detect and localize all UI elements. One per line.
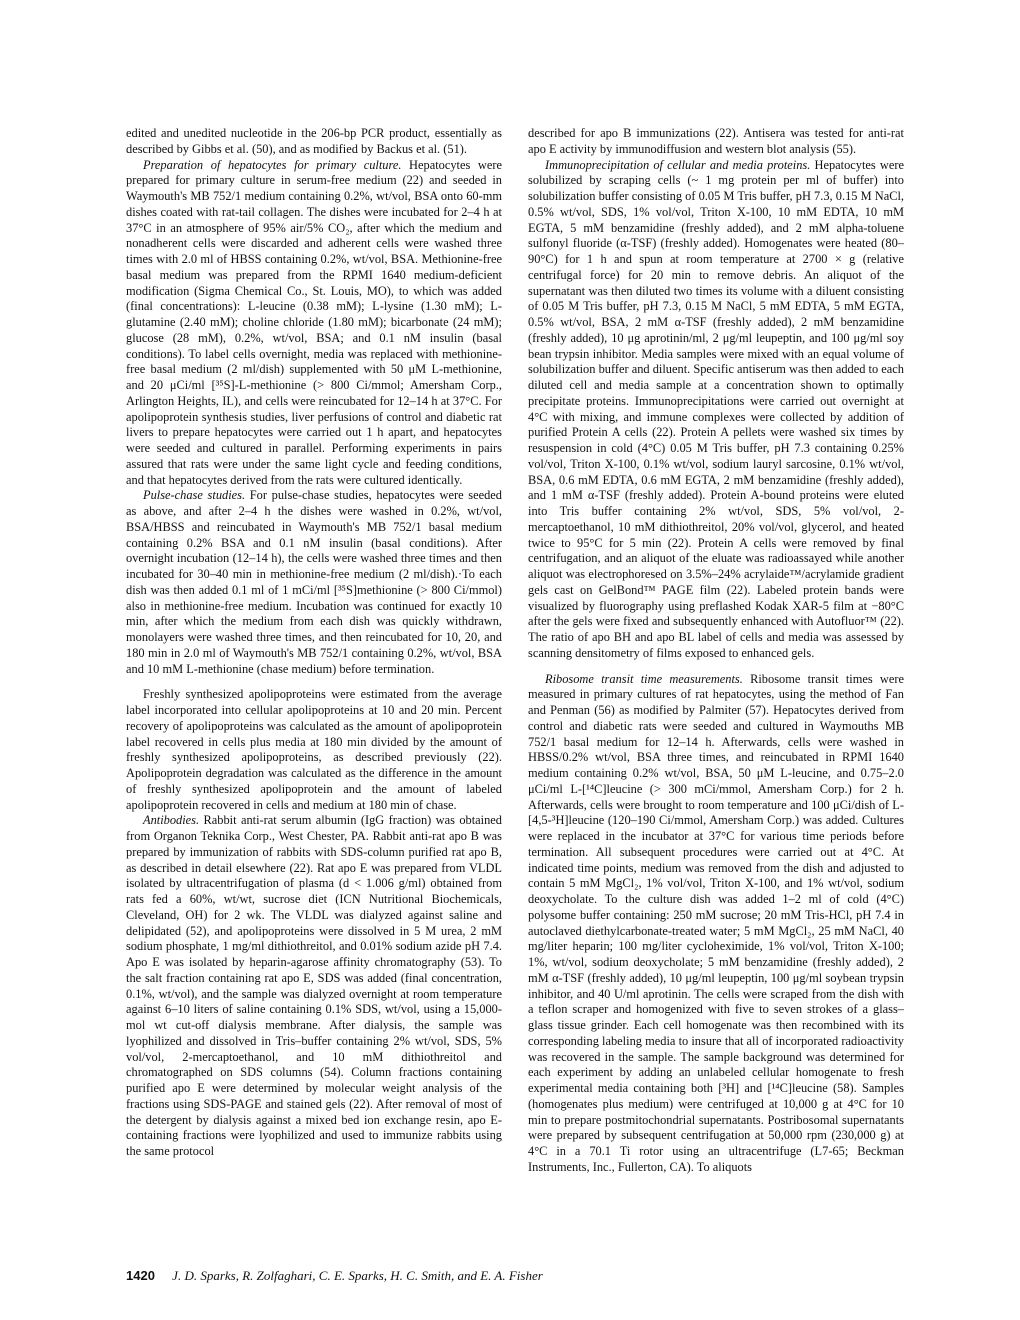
paragraph [126,813,502,1160]
paragraph [126,158,502,489]
paragraph-text: Hepatocytes were solubilized by scraping cells (~ 1 mg protein per ml of buffer) into solubilization buffer consisting of 0.05 M Tris buffer, pH 7.3, 0.15 M NaCl, 0.5% wt/vol, SDS, 1% vol/vol, Triton X-100, 10 mM EDTA, 10 mM EGTA, 5 mM benzamidine (freshly added), and 2 mM alpha-toluene sulfonyl fluoride (α-TSF) (freshly added). Homogenates were heated (80–90°C) for 1 h and spun at room temperature at 2700 × g (relative centrifugal force) for 20 min to remove debris. An aliquot of the supernatant was then diluted two times its volume with a diluent consisting of 0.05 M Tris buffer, pH 7.3, 0.15 M NaCl, 5 mM EDTA, 5 mM EGTA, 0.5% wt/vol, BSA, 2 mM α-TSF (freshly added), 2 mM benzamidine (freshly added), 10 μg aprotinin/ml, 2 μg/ml leupeptin, and 100 μg/ml soy bean trypsin inhibitor. Media samples were mixed with an equal volume of solubilization buffer and diluent. Specific antiserum was then added to each diluted cell and media sample at a concentration shown to optimally precipitate proteins. Immunoprecipitations were carried out overnight at 4°C with mixing, and immune complexes were collected by addition of purified Protein A cells (22). Protein A pellets were washed six times by resuspension in cold (4°C) 0.05 M Tris buffer, pH 7.3 containing 0.25% vol/vol, Triton X-100, 0.1% wt/vol, sodium lauryl sarcosine, 0.1% wt/vol, BSA, 0.6 mM EDTA, 0.6 mM EGTA, 2 mM benzamidine (freshly added), and 1 mM α-TSF (freshly added). Protein A-bound proteins were eluted into Tris buffer containing 2% wt/vol, SDS, 5% vol/vol, 2-mercaptoethanol, 10 mM dithiothreitol, 20% vol/vol, glycerol, and heated twice to 95°C for 5 min (22). Protein A cells were removed by final centrifugation, and an aliquot of the eluate was radioassayed while another aliquot was electrophoresed on 3.5%–24% acrylaide™/acrylamide gradient gels cast on GelBond™ PAGE film (22). Labeled protein bands were visualized by fluorography using preflashed Kodak XAR-5 film at −80°C after the gels were fixed and subsequently enhanced with Autofluor™ (22). The ratio of apo BH and apo BL label of cells and media was assessed by scanning densitometry of films exposed to enhanced gels. [528,157,904,660]
paragraph [126,488,502,677]
section-heading: Antibodies. [143,813,200,828]
paragraph-text: For pulse-chase studies, hepatocytes were seeded as above, and after 2–4 h the dishes were washed in 0.2%, wt/vol, BSA/HBSS and reincubated in Waymouth's MB 752/1 basal medium containing 0.2% BSA and 0.1 nM insulin (basal conditions). After overnight incubation (12–14 h), the cells were washed three times and then incubated for 30–40 min in methionine-free medium (2 ml/dish).·To each dish was then added 0.1 ml of 1 mCi/ml [³⁵S]methionine (> 800 Ci/mmol) also in methionine-free medium. Incubation was continued for exactly 10 min, after which the medium from each dish was quickly withdrawn, monolayers were washed three times, and then reincubated for 10, 20, and 180 min in 2.0 ml of Waymouth's MB 752/1 containing 0.2%, wt/vol, BSA and 10 mM L-methionine (chase medium) before termination. [126,488,502,676]
running-authors: J. D. Sparks, R. Zolfaghari, C. E. Sparks, H. C. Smith, and E. A. Fisher [172,1268,543,1283]
paragraph [528,672,904,1176]
paragraph [528,126,904,158]
section-heading: Preparation of hepatocytes for primary culture. [143,157,402,172]
page-footer [126,1268,906,1284]
paragraph-text: Hepatocytes were prepared for primary culture in serum-free medium (22) and seeded in Waymouth's MB 752/1 medium containing 0.2%, wt/vol, BSA onto 60-mm dishes coated with rat-tail collagen. The dishes were incubated for 2–4 h at 37°C in an atmosphere of 95% air/5% CO₂, after which the medium and nonadherent cells were discarded and adherent cells were washed three times with 2.0 ml of HBSS containing 0.2%, wt/vol, BSA. Methionine-free basal medium was prepared from the RPMI 1640 medium-deficient modification (Sigma Chemical Co., St. Louis, MO), to which was added (final concentrations): L-leucine (0.38 mM); L-lysine (1.30 mM); L-glutamine (2.40 mM); choline chloride (1.80 mM); bicarbonate (24 mM); glucose (28 mM), 0.2%, wt/vol, BSA; and 0.1 nM insulin (basal conditions). To label cells overnight, media was replaced with methionine-free basal medium (2 ml/dish) supplemented with 50 μM L-methionine, and 20 μCi/ml [³⁵S]-L-methionine (> 800 Ci/mmol; Amersham Corp., Arlington Heights, IL), and cells were reincubated for 12–14 h at 37°C. For apolipoprotein synthesis studies, liver perfusions of control and diabetic rat livers to prepare hepatocytes were carried out 1 h apart, and hepatocytes were seeded and cultured in parallel. Performing experiments in pairs assured that rats were under the same light cycle and feeding conditions, and that hepatocytes derived from the rats were cultured identically. [126,157,502,487]
paragraph [528,158,904,662]
section-heading: Pulse-chase studies. [143,488,246,503]
page-number: 1420 [126,1268,155,1283]
paragraph-text: Freshly synthesized apolipoproteins were estimated from the average label incorporated into cellular apolipoproteins at 10 and 20 min. Percent recovery of apolipoproteins was calculated as the amount of apolipoprotein label recovered in cells plus media at 180 min divided by the amount of freshly synthesized apolipoproteins, as described previously (22). Apolipoprotein degradation was calculated as the difference in the amount of freshly synthesized apolipoprotein and the amount of labeled apolipoprotein recovered in cells and medium at 180 min of chase. [126,687,502,812]
paragraph-text: Rabbit anti-rat serum albumin (IgG fraction) was obtained from Organon Teknika Corp., West Chester, PA. Rabbit anti-rat apo B was prepared by immunization of rabbits with SDS-column purified rat apo B, as described in detail elsewhere (22). Rat apo E was prepared from VLDL isolated by ultracentrifugation of plasma (d < 1.006 g/ml) obtained from rats fed a 60%, wt/wt, sucrose diet (ICN Nutritional Biochemicals, Cleveland, OH) for 2 wk. The VLDL was dialyzed against saline and delipidated (52), and apolipoproteins were dissolved in 5 M urea, 2 mM sodium phosphate, 1 mg/ml dithiothreitol, and 0.01% sodium azide pH 7.4. Apo E was isolated by heparin-agarose affinity chromatography (53). To the salt fraction containing rat apo E, SDS was added (final concentration, 0.1%, wt/vol), and the sample was dialyzed overnight at room temperature against 6–10 liters of saline containing 0.1% SDS, wt/vol, using a 15,000-mol wt cut-off dialysis membrane. After dialysis, the sample was lyophilized and dissolved in Tris–buffer containing 2% wt/vol, SDS, 5% vol/vol, 2-mercaptoethanol, and 10 mM dithiothreitol and chromatographed on SDS columns (54). Column fractions containing purified apo E were determined by molecular weight analysis of the fractions using SDS-PAGE and stained gels (22). After removal of most of the detergent by dialysis against a mixed bed ion exchange resin, apo E-containing fractions were lyophilized and used to immunize rabbits using the same protocol [126,813,502,1158]
section-heading: Ribosome transit time measurements. [545,671,743,686]
paragraph [126,687,502,813]
paragraph [126,126,502,158]
section-heading: Immunoprecipitation of cellular and media proteins. [545,157,811,172]
paragraph-text: Ribosome transit times were measured in primary cultures of rat hepatocytes, using the method of Fan and Penman (56) as modified by Palmiter (57). Hepatocytes derived from control and diabetic rats were seeded and cultured in Waymouths MB 752/1 basal medium for 12–14 h. Afterwards, cells were washed in HBSS/0.2% wt/vol, BSA three times, and reincubated in RPMI 1640 medium containing 0.2% wt/vol, BSA, 50 μM L-leucine, and 0.75–2.0 μCi/ml L-[¹⁴C]leucine (> 300 mCi/mmol, Amersham Corp.) for 2 h. Afterwards, cells were brought to room temperature and 100 μCi/dish of L-[4,5-³H]leucine (120–190 Ci/mmol, Amersham Corp.) was added. Cultures were replaced in the incubator at 37°C for various time periods before termination. All subsequent procedures were carried out at 4°C. At indicated time points, medium was removed from the dish and adjusted to contain 5 mM MgCl₂, 1% vol/vol, Triton X-100, and 1% wt/vol, sodium deoxycholate. To the culture dish was added 1–2 ml of cold (4°C) polysome buffer containing: 250 mM sucrose; 20 mM Tris-HCl, pH 7.4 in autoclaved diethylcarbonate-treated water; 5 mM MgCl₂, 25 mM NaCl, 40 mg/liter heparin; 100 mg/liter cycloheximide, 1% vol/vol, Triton X-100; 1%, wt/vol, sodium deoxycholate; 5 mM benzamidine (freshly added), 2 mM α-TSF (freshly added), 10 μg/ml leupeptin, 100 μg/ml soybean trypsin inhibitor, and 40 U/ml aprotinin. The cells were scraped from the dish with a teflon scraper and homogenized with five to seven strokes of a glass–glass tissue grinder. Each cell homogenate was then recombined with its corresponding labeling media to insure that all of incorporated radioactivity was recovered in the sample. The sample background was determined for each experiment by adding an unlabeled cellular homogenate to fresh experimental media containing both [³H] and [¹⁴C]leucine (58). Samples (homogenates plus medium) were centrifuged at 10,000 g at 4°C for 10 min to prepare postmitochondrial supernatants. Postribosomal supernatants were prepared by subsequent centrifugation at 50,000 rpm (230,000 g) at 4°C in a 70.1 Ti rotor using an ultracentrifuge (L7-65; Beckman Instruments, Inc., Fullerton, CA). To aliquots [528,671,904,1174]
left-column [126,126,502,1160]
right-column [528,126,904,1176]
paragraph-text: described for apo B immunizations (22). Antisera was tested for anti-rat apo E activity by immunodiffusion and western blot analysis (55). [528,126,904,156]
paragraph-text: edited and unedited nucleotide in the 206-bp PCR product, essentially as described by Gibbs et al. (50), and as modified by Backus et al. (51). [126,126,502,156]
